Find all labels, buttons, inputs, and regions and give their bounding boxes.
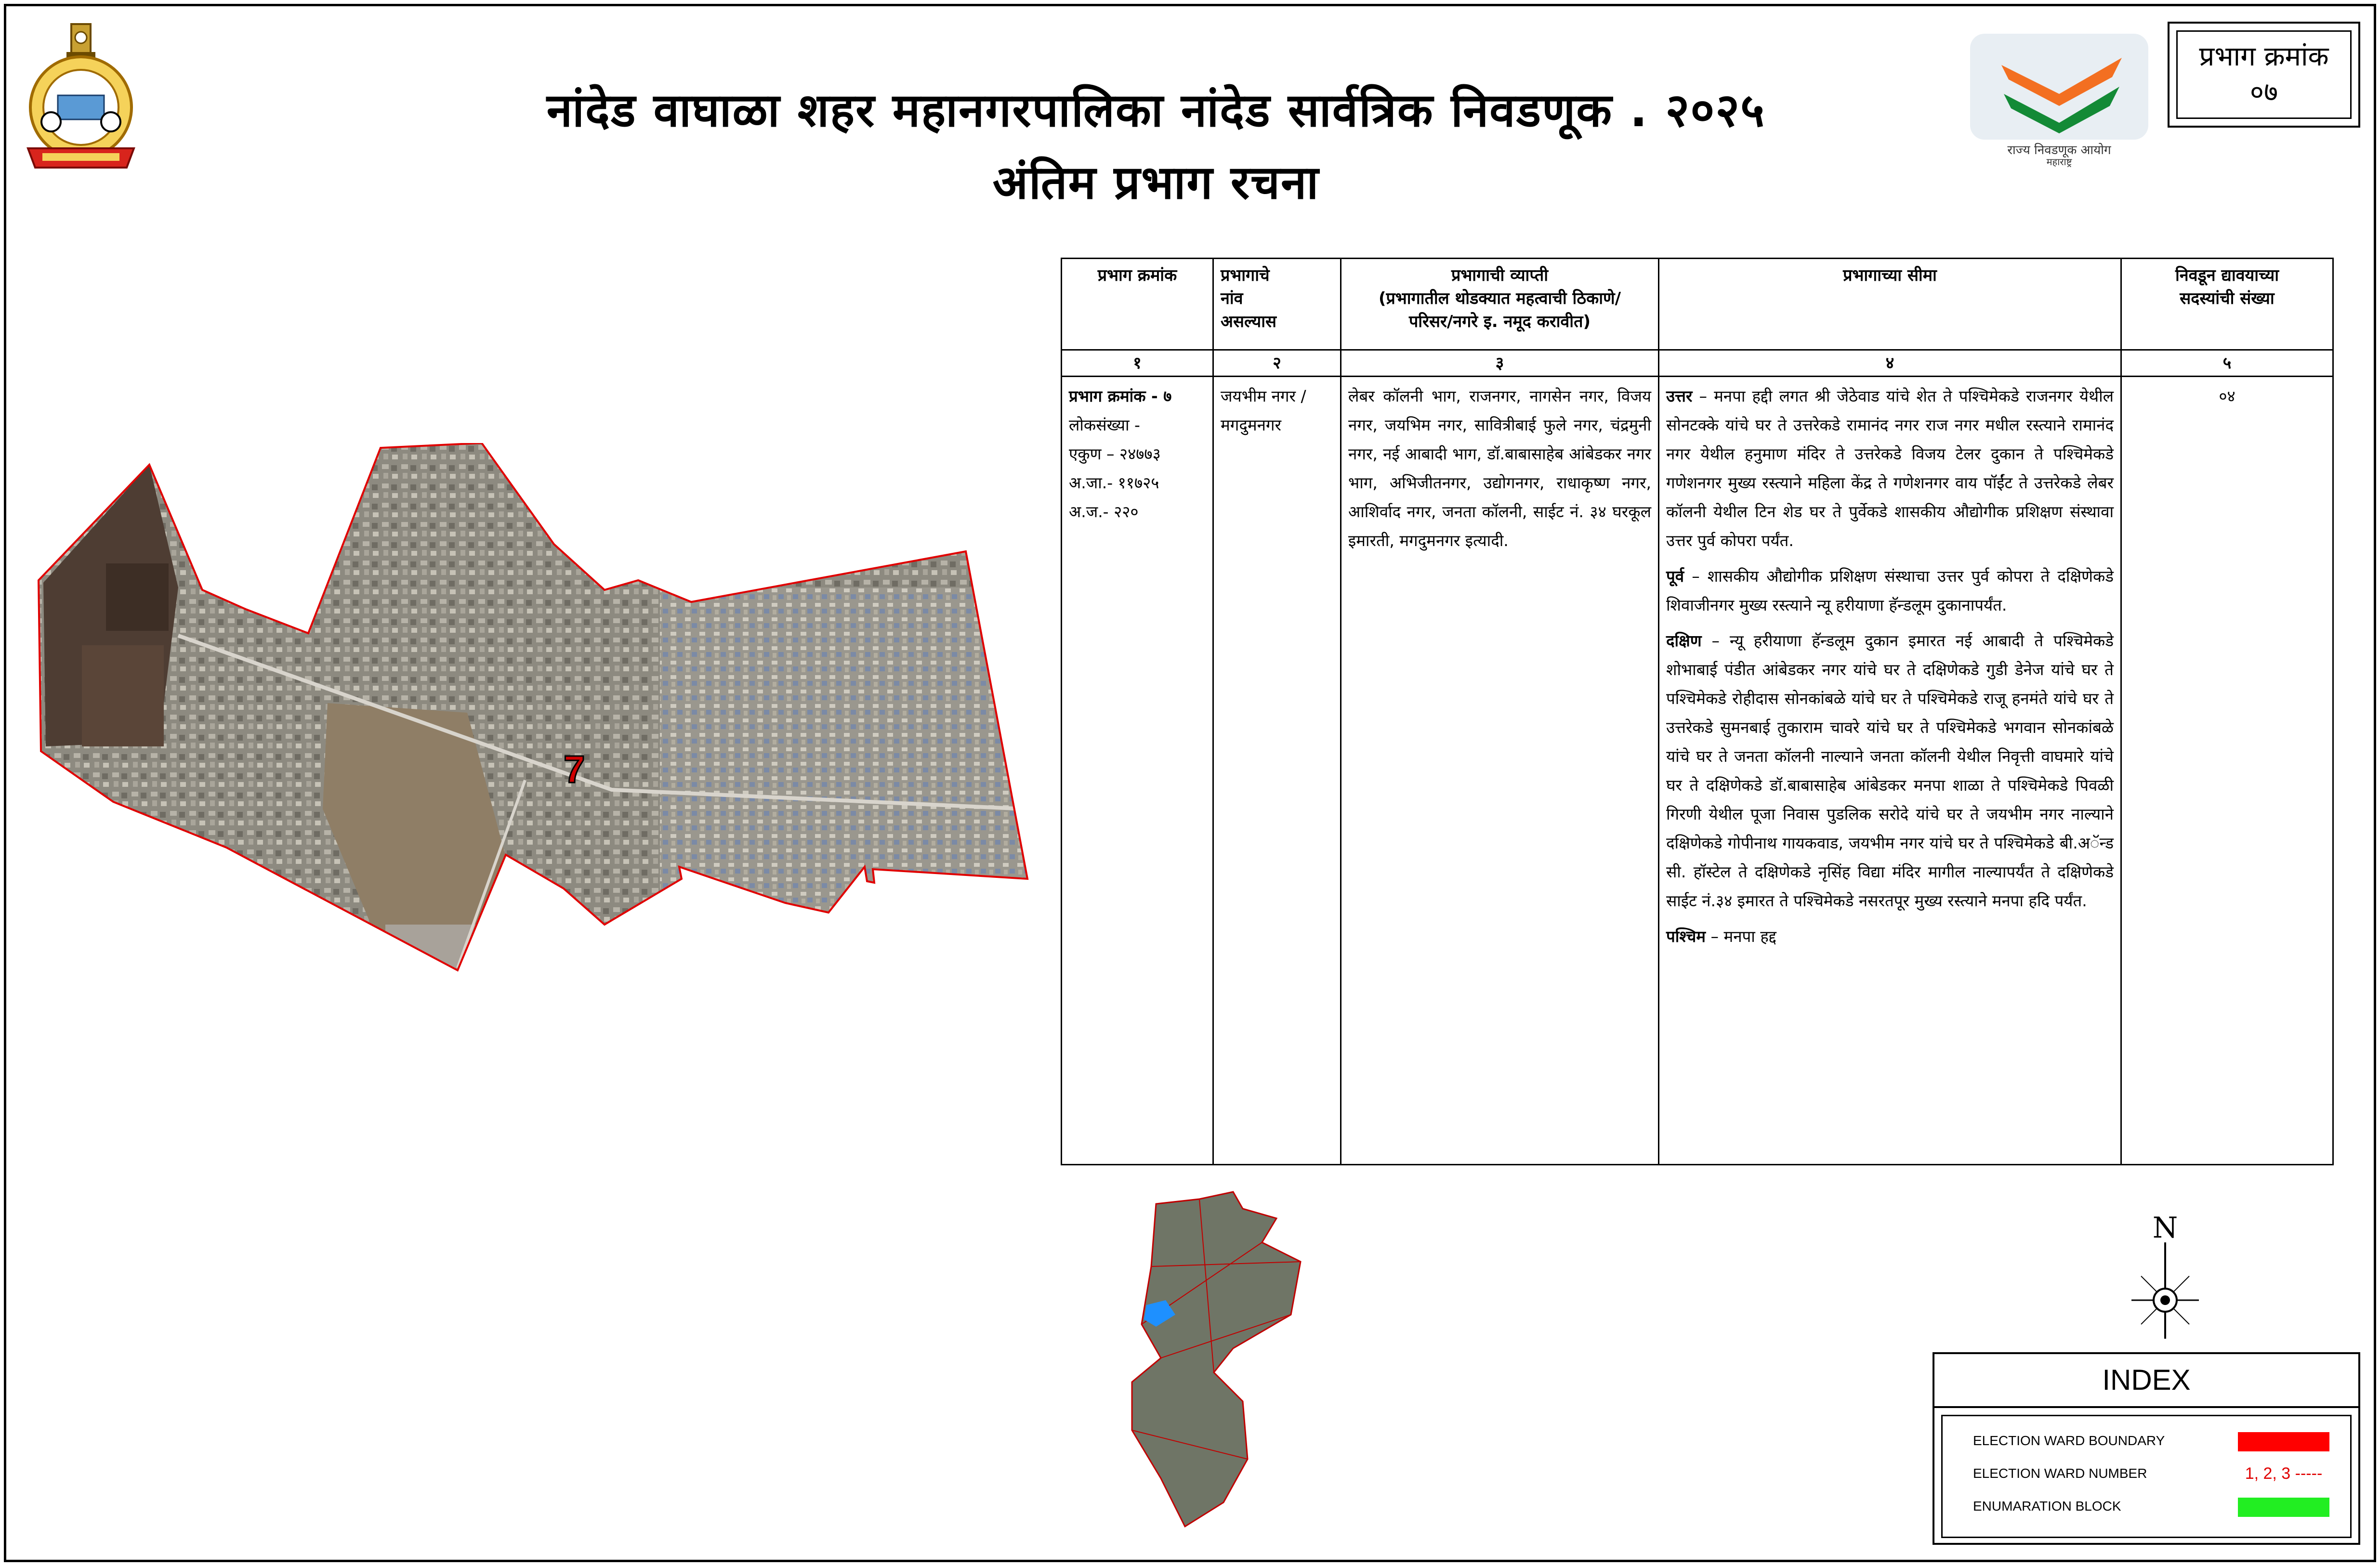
header-ward-name: प्रभागाचे नांव असल्यास (1213, 259, 1341, 350)
header-ward-extent: प्रभागाची व्याप्ती (प्रभागातील थोडक्यात महत्वाची ठिकाणे/ परिसर/नगरे इ. नमूद करावीत) (1341, 259, 1659, 350)
commission-caption: राज्य निवडणूक आयोग (2007, 143, 2111, 157)
ward-boundary-swatch (2238, 1432, 2329, 1451)
ward-number-box (2176, 30, 2352, 119)
table-header-row (1062, 259, 2333, 350)
ward-map[interactable] (34, 443, 1036, 1064)
population-st: अ.ज.- २२० (1069, 502, 1139, 521)
header-ward-number: प्रभाग क्रमांक (1062, 259, 1213, 350)
ward-number-label: प्रभाग क्रमांक (2199, 41, 2329, 72)
legend-row-ward-number (1973, 1459, 2329, 1488)
col-number-3: ३ (1341, 350, 1659, 377)
legend-row-enumeration-block (1973, 1492, 2329, 1521)
svg-text:N: N (2152, 1214, 2178, 1245)
legend-label: ELECTION WARD BOUNDARY (1973, 1433, 2165, 1448)
ward-boundaries-cell (1659, 377, 2121, 1165)
legend-row-ward-boundary (1973, 1426, 2329, 1455)
legend-label: ELECTION WARD NUMBER (1973, 1466, 2147, 1481)
legend-label: ENUMARATION BLOCK (1973, 1499, 2121, 1514)
col-number-5: ५ (2121, 350, 2333, 377)
page-title: नांदेड वाघाळा शहर महानगरपालिका नांदेड सार्वत्रिक निवडणूक . २०२५ (546, 83, 1766, 137)
page-subtitle: अंतिम प्रभाग रचना (992, 156, 1320, 209)
population-total: एकुण – २४७७३ (1069, 444, 1161, 463)
population-label: लोकसंख्या - (1069, 416, 1140, 434)
ward-name-cell: जयभीम नगर / मगदुमनगर (1213, 377, 1341, 1165)
ward-label: प्रभाग क्रमांक - ७ (1069, 387, 1172, 405)
col-number-2: २ (1213, 350, 1341, 377)
boundary-south: दक्षिण – न्यू हरीयाणा हॅन्डलूम दुकान इमारत नई आबादी ते पश्चिमेकडे शोभाबाई पंडीत आंबेडकर नगर यांचे घर ते दक्षिणेकडे गुडी डेनेज यांचे घर ते पश्चिमेकडे रोहीदास सोनकांबळे यांचे घर ते पश्चिमेकडे राजू हनमंते यांचे घर ते उत्तरेकडे सुमनबाई तुकाराम चावरे यांचे घर ते पश्चिमेकडे भगवान सोनकांबळे यांचे घर ते जनता कॉलनी नाल्याने जनता कॉलनी येथील निवृत्ती वाघमारे यांचे घर ते दक्षिणेकडे डॉ.बाबासाहेब आंबेडकर मनपा शाळा ते पश्चिमेकडे पिवळी गिरणी येथील पूजा निवास पुडलिक सरोदे यांचे घर ते जयभीम नगर नाल्याने दक्षिणेकडे गोपीनाथ गायकवाड, जयभीम नगर यांचे घर ते पश्चिमेकडे बी.अॅन्ड सी. हॉस्टेल ते दक्षिणेकडे नृसिंह विद्या मंदिर मागील नाल्यापर्यंत ते दक्षिणेकडे साईट नं.३४ इमारत ते पश्चिमेकडे नसरतपूर मुख्य रस्त्याने मनपा हदि पर्यंत. (1666, 631, 2114, 910)
boundary-north: उत्तर – मनपा हद्दी लगत श्री जेठेवाड यांचे शेत ते पश्चिमेकडे राजनगर येथील सोनटक्के यांचे घर ते उत्तरेकडे रामानंद नगर राज नगर मधील रस्त्याने रामानंद नगर येथील हनुमाण मंदिर ते उत्तरेकडे विजय टेलर दुकान ते पश्चिमेकडे गणेशनगर मुख्य रस्त्याने महिला केंद्र ते गणेशनगर वाय पॉईंट ते उत्तरेकडे लेबर कॉलनी येथील टिन शेड घर ते पुर्वेकडे शासकीय औद्योगीक प्रशिक्षण संस्थावा उत्तर पुर्व कोपरा पर्यंत. (1666, 387, 2114, 550)
header-member-count: निवडून द्यावयाच्या सदस्यांची संख्या (2121, 259, 2333, 350)
key-map (1118, 1189, 1320, 1536)
commission-subcaption: महाराष्ट्र (2046, 156, 2072, 168)
ward-population-cell (1062, 377, 1213, 1165)
ward-number-value: ०७ (2249, 77, 2278, 108)
population-sc: अ.जा.- ११७२५ (1069, 473, 1159, 492)
boundary-west: पश्चिम – मनपा हद्द (1666, 927, 1776, 946)
index-title: INDEX (1934, 1354, 2358, 1408)
table-number-row (1062, 350, 2333, 377)
member-count-cell: ०४ (2121, 377, 2333, 1165)
north-arrow (2129, 1214, 2201, 1344)
header-ward-boundaries: प्रभागाच्या सीमा (1659, 259, 2121, 350)
ward-number-label: 7 (564, 748, 585, 791)
ward-extent-cell: लेबर कॉलनी भाग, राजनगर, नागसेन नगर, विजय नगर, जयभिम नगर, सावित्रीबाई फुले नगर, चंद्रमुनी नगर, नई आबादी भाग, डॉ.बाबासाहेब आंबेडकर नगर भाग, अभिजीतनगर, उद्योगनगर, राधाकृष्ण नगर, आशिर्वाद नगर, जनता कॉलनी, साईट नं. ३४ घरकूल इमारती, मगदुमनगर इत्यादी. (1341, 377, 1659, 1165)
index-legend (1933, 1352, 2360, 1545)
ward-number-symbol: 1, 2, 3 ----- (2245, 1464, 2323, 1483)
boundary-east: पूर्व – शासकीय औद्योगीक प्रशिक्षण संस्थाचा उत्तर पुर्व कोपरा ते दक्षिणेकडे शिवाजीनगर मुख्य रस्त्याने न्यू हरीयाणा हॅन्डलूम दुकानापर्यंत. (1666, 567, 2114, 614)
enumeration-block-swatch (2238, 1498, 2329, 1517)
col-number-4: ४ (1659, 350, 2121, 377)
ward-info-table (1061, 258, 2334, 1165)
table-row (1062, 377, 2333, 1165)
municipal-emblem-logo (23, 23, 139, 182)
col-number-1: १ (1062, 350, 1213, 377)
